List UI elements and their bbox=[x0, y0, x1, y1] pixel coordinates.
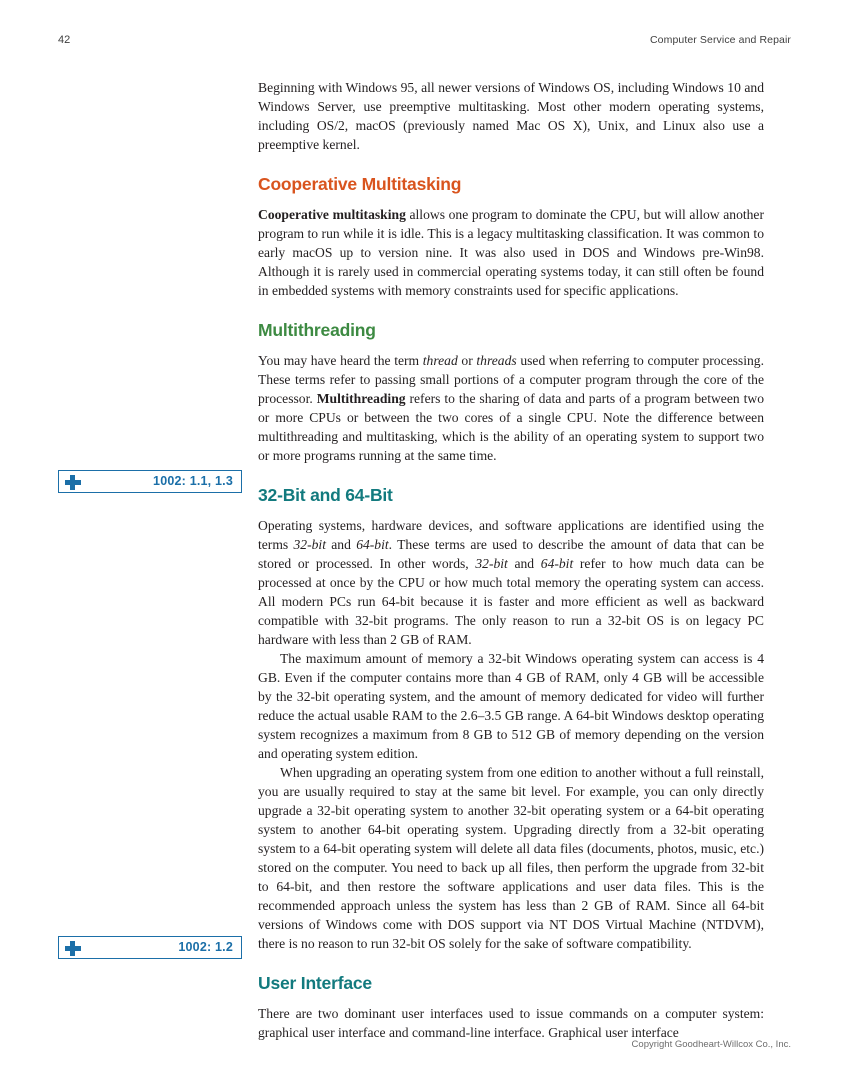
mt-text-4: refers to the sharing of data and parts of a program between two or more CPUs or between the two cores of a single CPU. Note the difference between multithreading and multitasking, which is the ability of an operating system to support two or more programs running at the same time. bbox=[258, 391, 765, 463]
term-cooperative-multitasking: Cooperative multitasking bbox=[258, 207, 406, 222]
bit-paragraph-1 bbox=[258, 516, 764, 649]
cooperative-multitasking-text: allows one program to dominate the CPU, but will allow another program to run while it is idle. This is a legacy multitasking classification. It was common to early macOS up to version nine. It was also used in DOS and Windows pre-Win98. Although it is rarely used in commercial operating systems today, it can still often be found in embedded systems with memory constraints used for specific applications. bbox=[258, 207, 764, 298]
bit-paragraph-3: When upgrading an operating system from one edition to another without a full reinstall, you are usually required to stay at the same bit level. For example, you can only directly upgrade a 32-bit operating system to another 32-bit operating system or a 64-bit operating system to another 64-bit operating system. Upgrading directly from a 32-bit operating system to a 64-bit operating system will delete all data files (documents, photos, music, etc.) stored on the computer. You need to back up all files, then perform the upgrade from 32-bit to 64-bit, and then restore the software applications and user data files. This is the recommended approach unless the system has less than 2 GB of RAM. Since all 64-bit versions of Windows come with DOS support via NT DOS Virtual Machine (NTDVM), there is no reason to run 32-bit OS solely for the sake of software compatibility. bbox=[258, 765, 764, 951]
term-32-bit: 32-bit bbox=[293, 537, 326, 552]
heading-user-interface: User Interface bbox=[258, 973, 372, 993]
heading-32-bit-and-64-bit: 32-Bit and 64-Bit bbox=[258, 485, 393, 505]
term-thread: thread bbox=[422, 353, 458, 368]
heading-cooperative-multitasking: Cooperative Multitasking bbox=[258, 174, 462, 194]
copyright-notice: Copyright Goodheart-Willcox Co., Inc. bbox=[631, 1039, 791, 1050]
certification-objective-tag bbox=[58, 936, 242, 959]
certification-objective-tag bbox=[58, 470, 242, 493]
running-head bbox=[58, 34, 791, 50]
bit-text-3: . These terms are used to describe the amount of data that can be stored or processed. In other words, bbox=[258, 537, 764, 571]
comptia-plus-icon bbox=[65, 940, 81, 956]
term-64-bit-2: 64-bit bbox=[540, 556, 574, 571]
comptia-plus-icon bbox=[65, 474, 81, 490]
bit-text-1: Operating systems, hardware devices, and software applications are identified using the terms bbox=[258, 518, 764, 552]
mt-text-1: You may have heard the term bbox=[258, 353, 423, 368]
term-32-bit-2: 32-bit bbox=[475, 556, 508, 571]
bit-text-5: refer to how much data can be processed at once by the CPU or how much total memory the operating system can access. All modern PCs run 64-bit because it is faster and more efficient as well as backward compatible with 32-bit programs. The only reason to run a 32-bit OS is on legacy PC hardware with less than 2 GB of RAM. bbox=[258, 556, 764, 647]
mt-text-3: used when referring to computer processing. These terms refer to passing small portions of a computer program through the core of the processor. bbox=[258, 353, 764, 406]
term-threads: threads bbox=[476, 353, 517, 368]
term-64-bit: 64-bit bbox=[356, 537, 389, 552]
body-text-column bbox=[258, 78, 764, 1042]
mt-text-2: or bbox=[457, 353, 477, 368]
heading-multithreading: Multithreading bbox=[258, 320, 376, 340]
bit-text-4: and bbox=[507, 556, 541, 571]
certification-objective-label: 1002: 1.1, 1.3 bbox=[153, 474, 233, 488]
cooperative-multitasking-paragraph bbox=[258, 205, 764, 300]
term-multithreading: Multithreading bbox=[316, 391, 406, 406]
book-title: Computer Service and Repair bbox=[649, 34, 791, 46]
multithreading-paragraph bbox=[258, 351, 764, 465]
certification-objective-label: 1002: 1.2 bbox=[178, 940, 233, 954]
intro-paragraph: Beginning with Windows 95, all newer versions of Windows OS, including Windows 10 and Windows Server, use preemptive multitasking. Most other modern operating systems, including OS/2, macOS (previously named Mac OS X), Unix, and Linux also use a preemptive kernel. bbox=[258, 80, 764, 152]
bit-paragraph-2: The maximum amount of memory a 32-bit Windows operating system can access is 4 GB. Even if the computer contains more than 4 GB of RAM, only 4 GB will be accessible by the 32-bit operating system, and the amount of memory dedicated for video will further reduce the actual usable RAM to the 2.6–3.5 GB range. A 64-bit Windows desktop operating system recognizes a maximum from 8 GB to 512 GB of memory depending on the version and operating system edition. bbox=[258, 651, 764, 761]
user-interface-paragraph: There are two dominant user interfaces used to issue commands on a computer system: graphical user interface and command-line interface. Graphical user interface bbox=[258, 1006, 764, 1040]
bit-text-2: and bbox=[325, 537, 357, 552]
page-number: 42 bbox=[58, 34, 71, 46]
